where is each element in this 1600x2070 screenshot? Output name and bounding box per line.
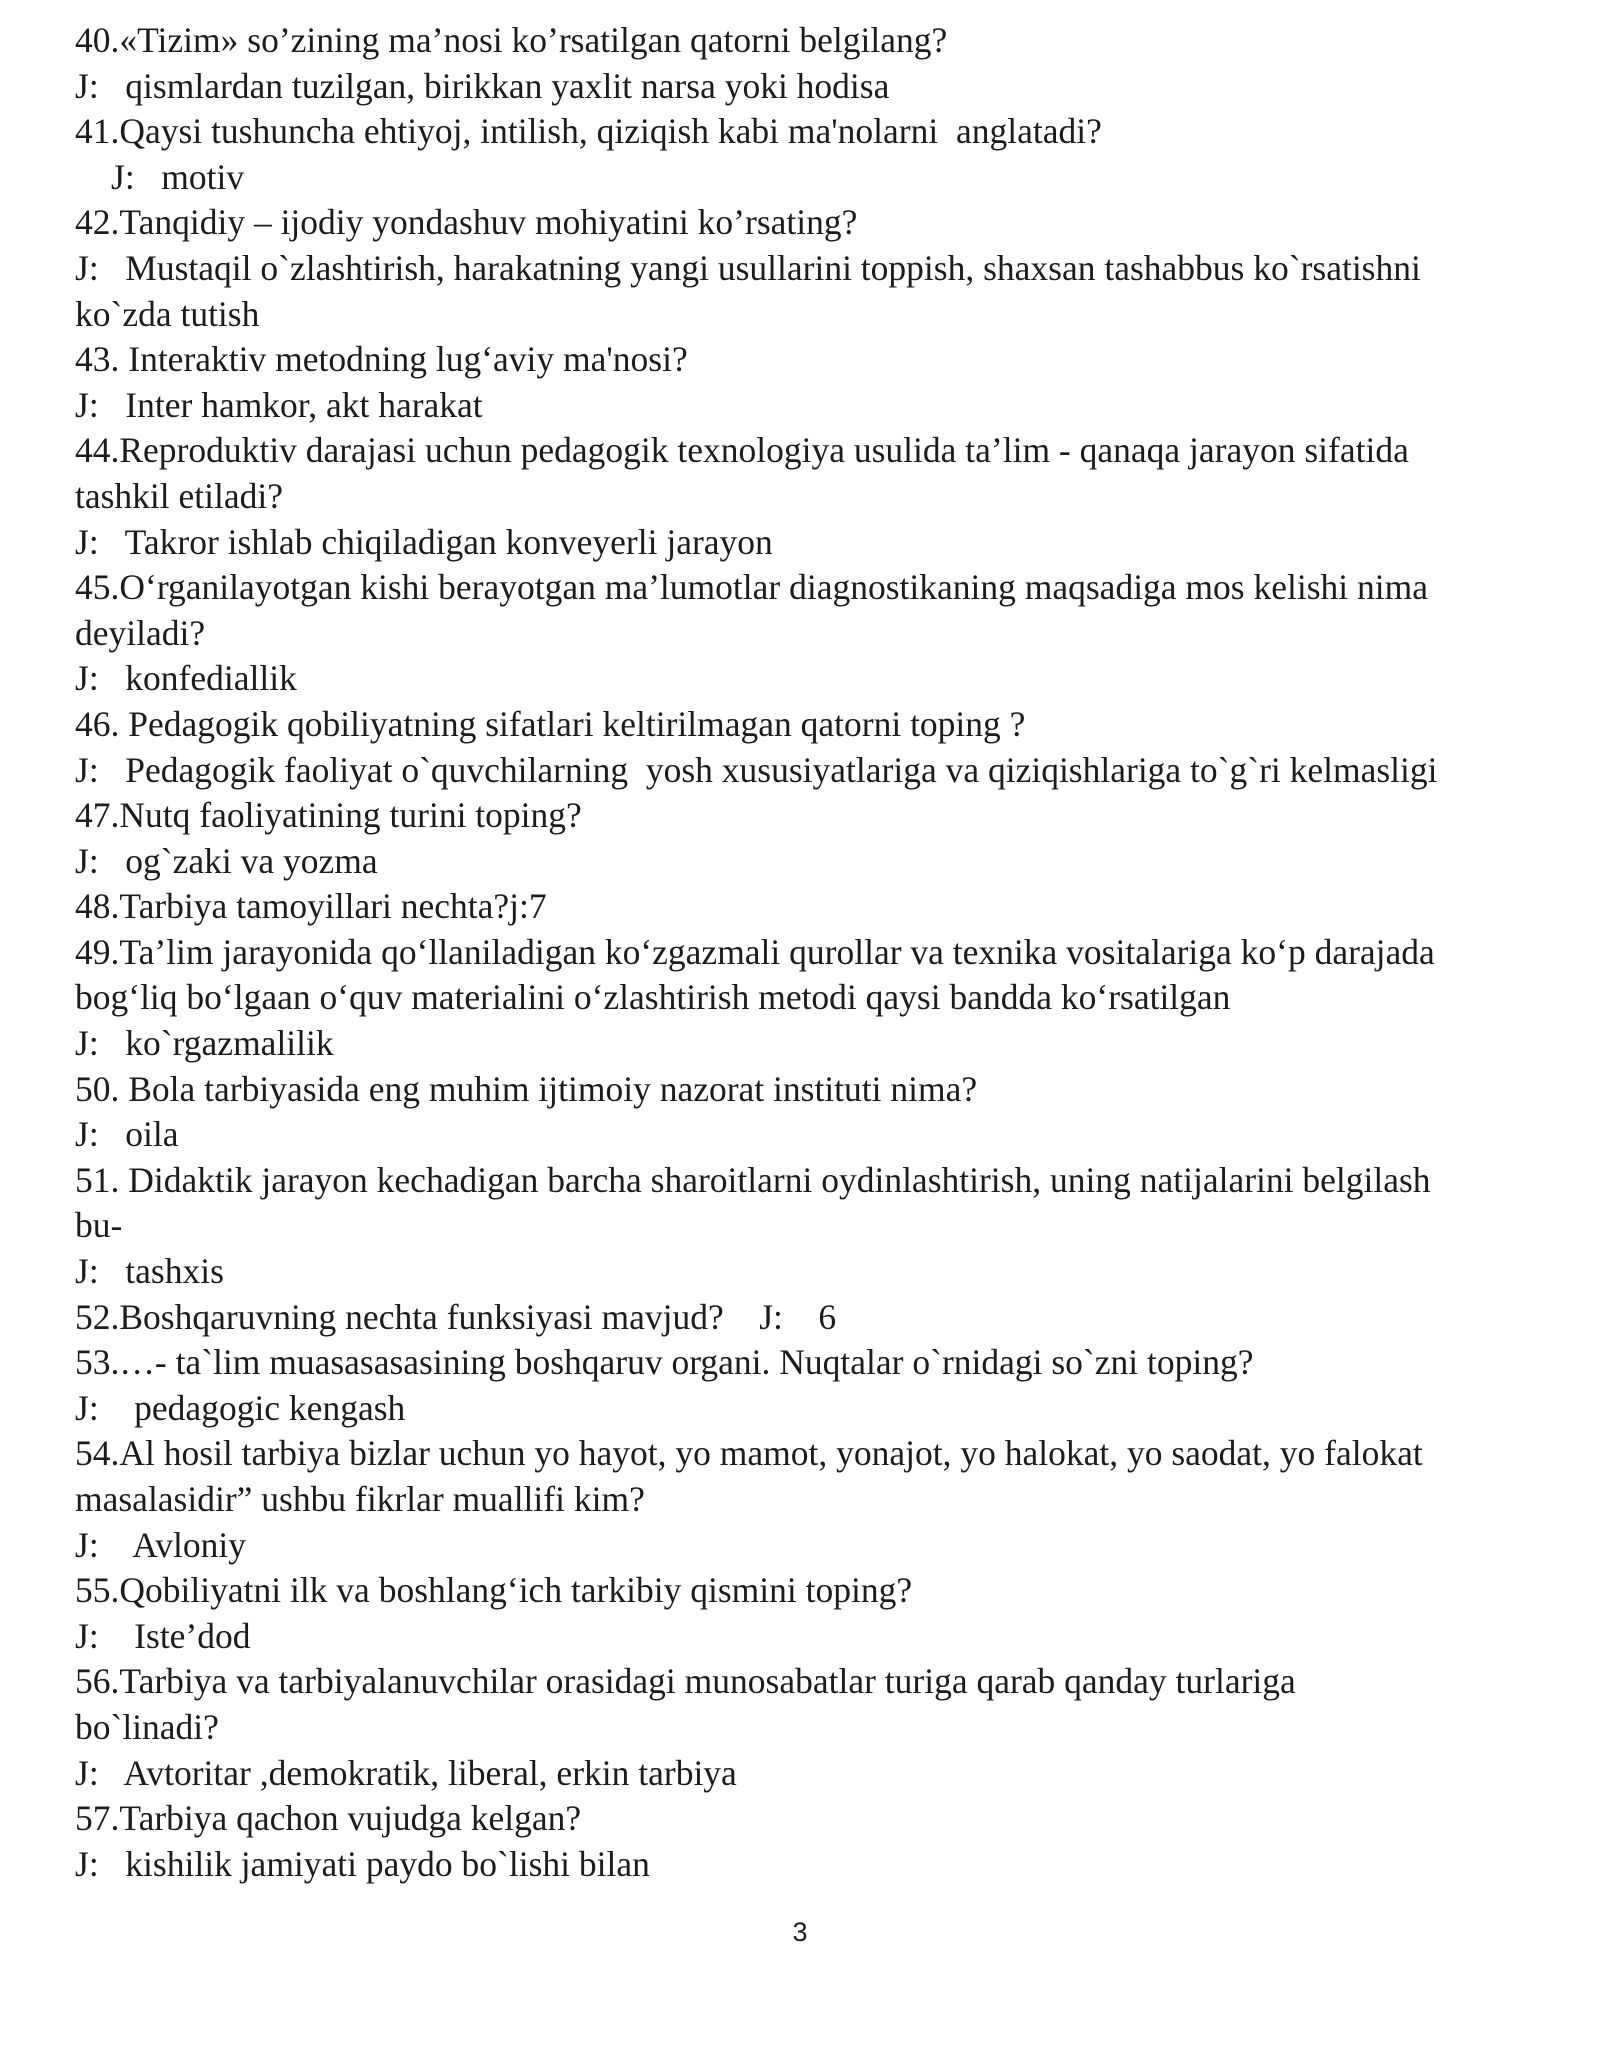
text-line: bu- — [75, 1205, 123, 1246]
text-line: 45.O‘rganilayotgan kishi berayotgan ma’lumotlar diagnostikaning maqsadiga mos kelishi nima — [75, 567, 1429, 608]
text-line: 54.Al hosil tarbiya bizlar uchun yo hayot, yo mamot, yonajot, yo halokat, yo saodat, yo falokat — [75, 1433, 1423, 1474]
text-line: masalasidir” ushbu fikrlar muallifi kim? — [75, 1479, 645, 1519]
text-line: 41.Qaysi tushuncha ehtiyoj, intilish, qiziqish kabi ma'nolarni anglatadi? — [75, 111, 1102, 152]
text-line: 56.Tarbiya va tarbiyalanuvchilar orasidagi munosabatlar turiga qarab qanday turlariga — [75, 1661, 1296, 1702]
text-line: 43. Interaktiv metodning lug‘aviy ma'nosi? — [75, 339, 688, 380]
text-line: 52.Boshqaruvning nechta funksiyasi mavjud? J: 6 — [75, 1296, 837, 1337]
text-line: 47.Nutq faoliyatining turini toping? — [75, 795, 582, 836]
text-line: J: motiv — [111, 156, 245, 197]
text-line: J: og`zaki va yozma — [75, 840, 378, 881]
text-line: 44.Reproduktiv darajasi uchun pedagogik texnologiya usulida ta’lim - qanaqa jarayon sifatida — [75, 430, 1409, 471]
text-line: 48.Tarbiya tamoyillari nechta?j:7 — [75, 886, 547, 927]
text-line: 50. Bola tarbiyasida eng muhim ijtimoiy nazorat instituti nima? — [75, 1068, 978, 1109]
text-line: J: qismlardan tuzilgan, birikkan yaxlit narsa yoki hodisa — [75, 65, 890, 106]
text-line: J: Takror ishlab chiqiladigan konveyerli jarayon — [75, 521, 773, 562]
text-line: J: tashxis — [75, 1251, 224, 1292]
text-line: 49.Ta’lim jarayonida qo‘llaniladigan ko‘zgazmali qurollar va texnika vositalariga ko‘p darajada — [75, 931, 1435, 972]
text-line: J: pedagogic kengash — [75, 1387, 406, 1428]
text-line: J: Avtoritar ,demokratik, liberal, erkin tarbiya — [75, 1752, 737, 1793]
text-line: deyiladi? — [75, 612, 206, 653]
text-line: J: oila — [75, 1114, 179, 1155]
text-line: tashkil etiladi? — [75, 475, 284, 516]
page-number: 3 — [792, 1917, 808, 1947]
text-line: J: kishilik jamiyati paydo bo`lishi bilan — [75, 1843, 650, 1884]
text-line: 42.Tanqidiy – ijodiy yondashuv mohiyatini ko’rsating? — [75, 202, 858, 243]
document-body — [75, 18, 1505, 1887]
text-line: J: Avloniy — [75, 1524, 246, 1565]
text-line: 40.«Tizim» so’zining ma’nosi ko’rsatilgan qatorni belgilang? — [75, 20, 948, 60]
text-line: 57.Tarbiya qachon vujudga kelgan? — [75, 1798, 582, 1839]
text-line: 53.…- ta`lim muasasasasining boshqaruv organi. Nuqtalar o`rnidagi so`zni toping? — [75, 1342, 1254, 1383]
text-line: 51. Didaktik jarayon kechadigan barcha sharoitlarni oydinlashtirish, uning natijalarini belgilash — [75, 1159, 1431, 1200]
text-line: 55.Qobiliyatni ilk va boshlang‘ich tarkibiy qismini toping? — [75, 1570, 913, 1611]
text-line: J: konfediallik — [75, 658, 297, 699]
text-line: 46. Pedagogik qobiliyatning sifatlari keltirilmagan qatorni toping ? — [75, 703, 1026, 744]
text-line: ko`zda tutish — [75, 293, 260, 334]
text-line: J: Mustaqil o`zlashtirish, harakatning yangi usullarini toppish, shaxsan tashabbus ko`rsatishni — [75, 247, 1421, 288]
text-line: J: Pedagogik faoliyat o`quvchilarning yosh xususiyatlariga va qiziqishlariga to`g`ri kelmasligi — [75, 749, 1438, 790]
text-line: J: ko`rgazmalilik — [75, 1023, 334, 1064]
text-line: bo`linadi? — [75, 1706, 219, 1747]
text-line: bog‘liq bo‘lgaan o‘quv materialini o‘zlashtirish metodi qaysi bandda ko‘rsatilgan — [75, 977, 1231, 1018]
text-line: J: Iste’dod — [75, 1615, 251, 1656]
text-line: J: Inter hamkor, akt harakat — [75, 384, 483, 425]
